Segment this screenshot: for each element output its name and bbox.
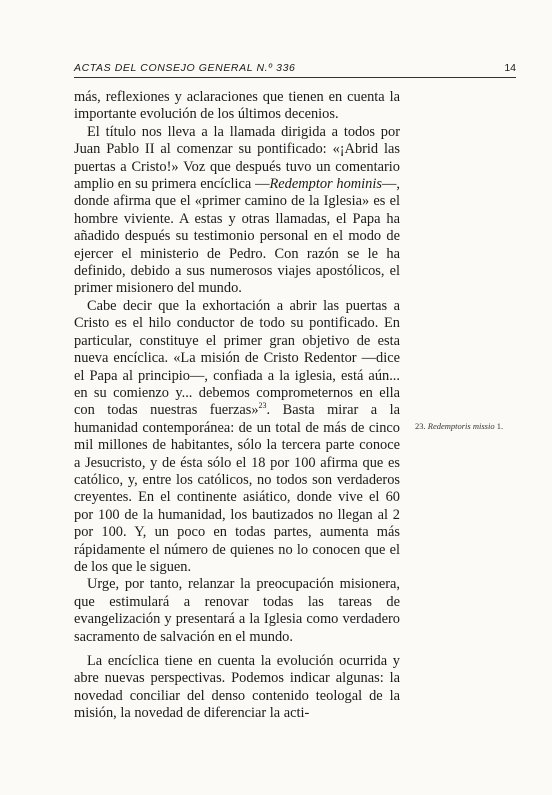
footnote-title: Redemptoris missio (427, 421, 495, 431)
paragraph-3: Cabe decir que la exhortación a abrir las puertas a Cristo es el hilo conductor de todo su pontificado. En particular, constituye el primer gran objetivo de esta nueva encíclica. «La misión de Cristo Redentor —dice el Papa al principio—, confiada a la iglesia, está aún... en su comienzo y... debemos comprometernos en ella con todas nuestras fuerzas»$^{23}$. Basta mirar a la humanidad contemporánea: de un total de más de cinco mil millones de habitantes, sólo la tercera parte conoce a Jesucristo, y de ésta sólo el 18 por 100 afirma que es católico, y, entre los católicos, no todos son verdaderos creyentes. En el continente asiático, donde vive el 60 por 100 de la humanidad, los bautizados no llegan al 2 por 100. Y, un poco en todas partes, aumenta más rápidamente el número de quienes no lo conocen que el de los que le siguen. (74, 297, 400, 575)
paragraph-2: El título nos lleva a la llamada dirigida a todos por Juan Pablo II al comenzar su pontificado: «¡Abrid las puertas a Cristo!» Voz que después tuvo un comentario amplio en su primera encíclica —Redemptor hominis—, donde afirma que el «primer camino de la Iglesia» es el hombre viviente. A estas y otras llamadas, el Papa ha añadido después su testimonio personal en el modo de ejercer el ministerio de Pedro. Con razón se le ha definido, debido a sus numerosos viajes apostólicos, el primer misionero del mundo. (74, 123, 400, 297)
footnote-tail: 1. (494, 421, 504, 431)
paragraph-4: Urge, por tanto, relanzar la preocupación misionera, que estimulará a renovar todas las tareas de evangelización y presentará a la Iglesia como verdadero sacramento de salvación en el mundo. (74, 576, 400, 645)
paragraph-1: más, reflexiones y aclaraciones que tienen en cuenta la importante evolución de los últimos decenios. (74, 89, 400, 123)
encyclical-title: Redemptor hominis (269, 176, 382, 193)
footnote-reference: 23 (258, 401, 267, 411)
header-rule (74, 77, 516, 78)
margin-footnote (415, 421, 525, 431)
main-text (74, 89, 400, 723)
header-title: ACTAS DEL CONSEJO GENERAL N.º 336 (74, 62, 296, 74)
running-header (74, 62, 516, 74)
footnote-number: 23. (415, 421, 426, 431)
paragraph-5: La encíclica tiene en cuenta la evolución ocurrida y abre nuevas perspectivas. Podemos indicar algunas: la novedad conciliar del denso contenido teologal de la misión, la novedad de diferenciar la acti- (74, 653, 400, 722)
page-number: 14 (504, 62, 516, 74)
